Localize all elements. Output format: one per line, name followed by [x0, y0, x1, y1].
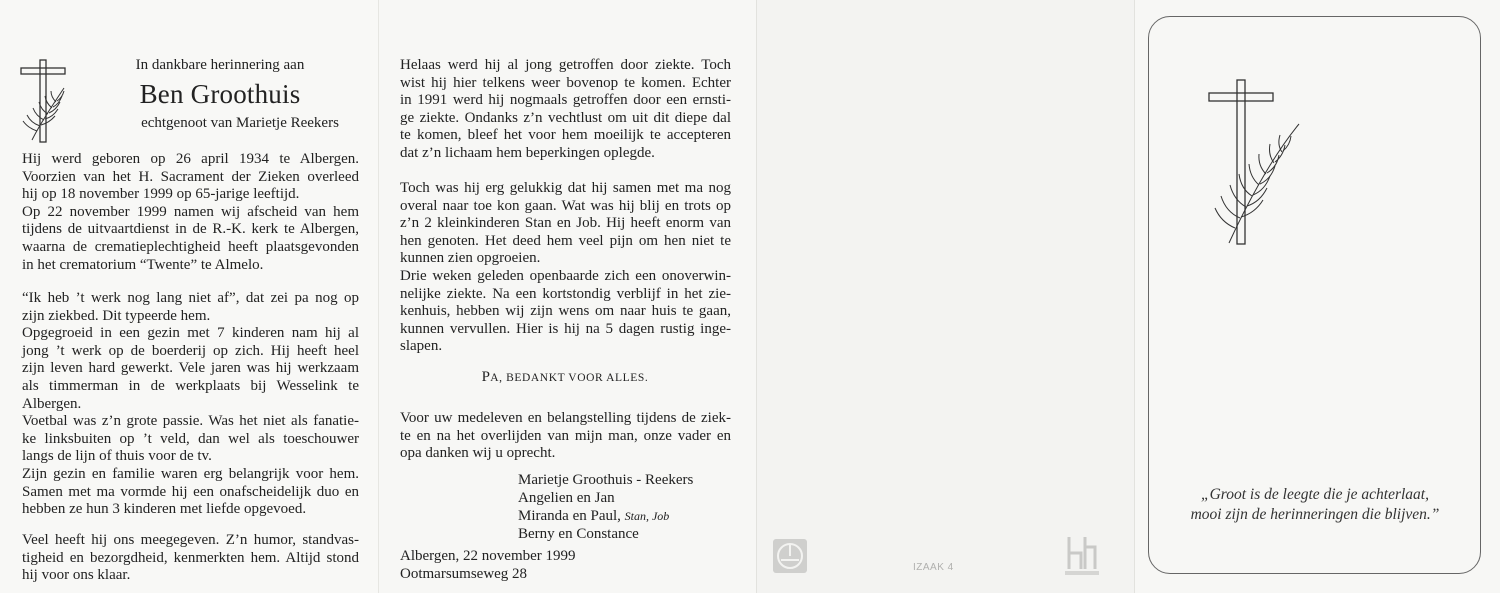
text-line: z’n 2 kleinkinderen Stan en Job. Hij heeft enorm van: [400, 215, 731, 232]
text-line: tijdens de uitvaartdienst in de R.-K. kerk te Albergen,: [22, 221, 359, 238]
quote-line: mooi zijn de herinneringen die blijven.”: [1190, 506, 1440, 523]
place-date: Albergen, 22 november 1999: [400, 548, 576, 564]
intro-line: In dankbare herinnering aan: [135, 57, 305, 73]
family-line: Berny en Constance: [518, 526, 639, 542]
grandchildren-paragraph: [400, 180, 731, 356]
palm-branch-icon: [23, 88, 64, 140]
text-line: opa danken wij u oprecht.: [400, 445, 556, 462]
text-line: Drie weken geleden openbaarde zich een onoverwin-: [400, 267, 731, 284]
family-line: Marietje Groothuis - Reekers: [518, 472, 694, 488]
text-line: tigheid en bezorgdheid, kenmerkten hem. Altijd stond: [22, 549, 359, 566]
cross-icon: [1205, 78, 1305, 248]
quote-line: „Groot is de leegte die je achterlaat,: [1200, 486, 1429, 503]
text-line: Helaas werd hij al jong getroffen door ziekte. Toch: [400, 57, 731, 73]
thanks-heading: [400, 369, 730, 386]
deceased-name: Ben Groothuis: [139, 79, 301, 109]
text-line: ge ziekte. Ondanks z’n vechtlust om uit dit diepe dal: [400, 109, 731, 126]
text-line: Voor uw medeleven en belangstelling tijdens de ziek-: [400, 410, 731, 426]
text-line: als timmerman in de werkplaats bij Wesselink te: [22, 377, 359, 394]
family-signatures: [518, 471, 693, 543]
printer-logo-icon: [772, 538, 808, 574]
text-line: Albergen.: [22, 395, 82, 412]
text-line: kunnen vervullen. Hier is hij na 5 dagen rustig inge-: [400, 320, 731, 337]
text-line: overal naar toe kon gaan. Wat was hij blij en trots op: [400, 197, 731, 214]
text-line: Samen met ma vormde hij een onafscheidelijk duo en: [22, 483, 359, 500]
text-line: hij op 18 november 1999 op 65-jarige leeftijd.: [22, 186, 300, 203]
thanks-initial: P: [481, 369, 491, 385]
text-line: Zijn gezin en familie waren erg belangrijk voor hem.: [22, 465, 359, 482]
memorial-quote: [1160, 485, 1470, 525]
text-line: langs de lijn of thuis voor de tv.: [22, 448, 212, 465]
place-and-address: [400, 548, 576, 583]
palm-branch-icon: [1215, 124, 1299, 243]
text-line: waarna de crematieplechtigheid heeft plaatsgevonden: [22, 238, 359, 255]
biography-paragraph-3: [22, 532, 359, 585]
text-line: Opgegroeid in een gezin met 7 kinderen nam hij al: [22, 325, 359, 342]
text-line: zijn leven hard gewerkt. Vele jaren was hij werkzaam: [22, 360, 359, 377]
text-line: jong ’t werk op de boerderij op zich. Hij heeft heel: [22, 342, 359, 359]
product-code: IZAAK 4: [913, 562, 954, 573]
text-line: Veel heeft hij ons meegegeven. Z’n humor, standvas-: [22, 532, 359, 548]
text-line: hen genoten. Het deed hem veel pijn om hen niet te: [400, 232, 731, 249]
text-line: te en na het overlijden van mijn man, onze vader en: [400, 427, 731, 444]
cross-icon: [18, 58, 80, 144]
text-line: dat z’n lichaam hem beperkingen oplegde.: [400, 144, 655, 161]
text-line: ke linksbuiten op ’t veld, dan wel als toeschouwer: [22, 430, 359, 447]
text-line: hij voor ons klaar.: [22, 567, 131, 584]
text-line: Toch was hij erg gelukkig dat hij samen met ma nog: [400, 180, 731, 196]
address: Ootmarsumseweg 28: [400, 565, 528, 582]
text-line: zijn ziekbed. Dit typeerde hem.: [22, 307, 211, 324]
text-line: wist hij hier telkens weer bovenop te komen. Echter: [400, 74, 731, 91]
text-line: Voorzien van het H. Sacrament der Zieken overleed: [22, 168, 359, 185]
text-line: in 1991 werd hij nogmaals getroffen door een ernsti-: [400, 92, 731, 109]
text-line: te komen, bleef het voor hem moeilijk te accepteren: [400, 127, 731, 144]
acknowledgement-paragraph: [400, 410, 731, 463]
text-line: “Ik heb ’t werk nog lang niet af”, dat zei pa nog op: [22, 290, 359, 306]
text-line: slapen.: [400, 338, 443, 355]
text-line: Op 22 november 1999 namen wij afscheid van hem: [22, 203, 359, 220]
text-line: Hij werd geboren op 26 april 1934 te Albergen.: [22, 151, 359, 167]
thanks-text: A, BEDANKT VOOR ALLES.: [490, 372, 649, 384]
text-line: hebben ze hun 3 kinderen met liefde opgevoed.: [22, 501, 307, 518]
text-line: nelijke ziekte. Na een kortstondig verblijf in het zie-: [400, 285, 731, 302]
biography-paragraph-2: [22, 290, 359, 519]
grandchildren-names: Stan, Job: [624, 509, 670, 523]
family-names: Miranda en Paul,: [518, 508, 621, 524]
text-line: in het crematorium “Twente” te Almelo.: [22, 256, 264, 273]
back-panel: [756, 0, 1134, 593]
family-line: [518, 507, 693, 525]
text-line: Voetbal was z’n grote passie. Was het niet als fanatie-: [22, 413, 359, 430]
biography-paragraph-1: [22, 151, 359, 274]
text-line: kenhuis, hebben wij zijn wens om naar huis te gaan,: [400, 303, 731, 320]
publisher-logo-icon: [1061, 533, 1103, 577]
spouse-line: echtgenoot van Marietje Reekers: [141, 115, 339, 131]
text-line: kunnen zien opgroeien.: [400, 250, 541, 267]
illness-paragraph: [400, 57, 731, 163]
family-line: Angelien en Jan: [518, 490, 615, 506]
